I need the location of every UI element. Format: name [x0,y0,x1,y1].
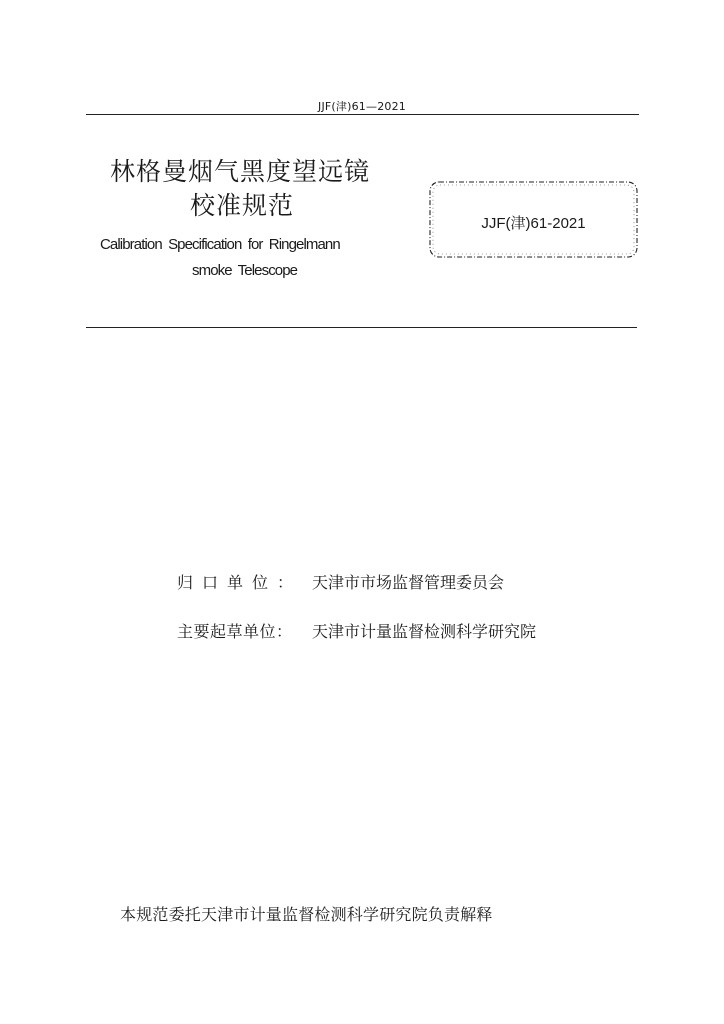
drafting-unit-value: 天津市计量监督检测科学研究院 [312,622,537,641]
interpretation-note: 本规范委托天津市计量监督检测科学研究院负责解释 [120,905,493,924]
drafting-unit-row [177,619,536,642]
code-frame [428,180,639,259]
title-english-line-2: smoke Telescope [192,262,298,279]
top-divider [86,114,639,115]
responsible-unit-value: 天津市市场监督管理委员会 [312,573,505,592]
title-chinese-line-1: 林格曼烟气黑度望远镜 [110,157,371,186]
responsible-unit-row [177,570,504,593]
middle-divider [86,327,637,328]
title-english-line-1: Calibration Specification for Ringelmann [100,236,340,253]
drafting-unit-label: 主要起草单位： [177,622,293,641]
responsible-unit-label: 归口单位： [177,573,303,592]
code-frame-text: JJF(津)61-2021 [481,215,586,232]
header-code: JJF(津)61—2021 [318,100,406,113]
title-chinese-line-2: 校准规范 [190,191,295,220]
